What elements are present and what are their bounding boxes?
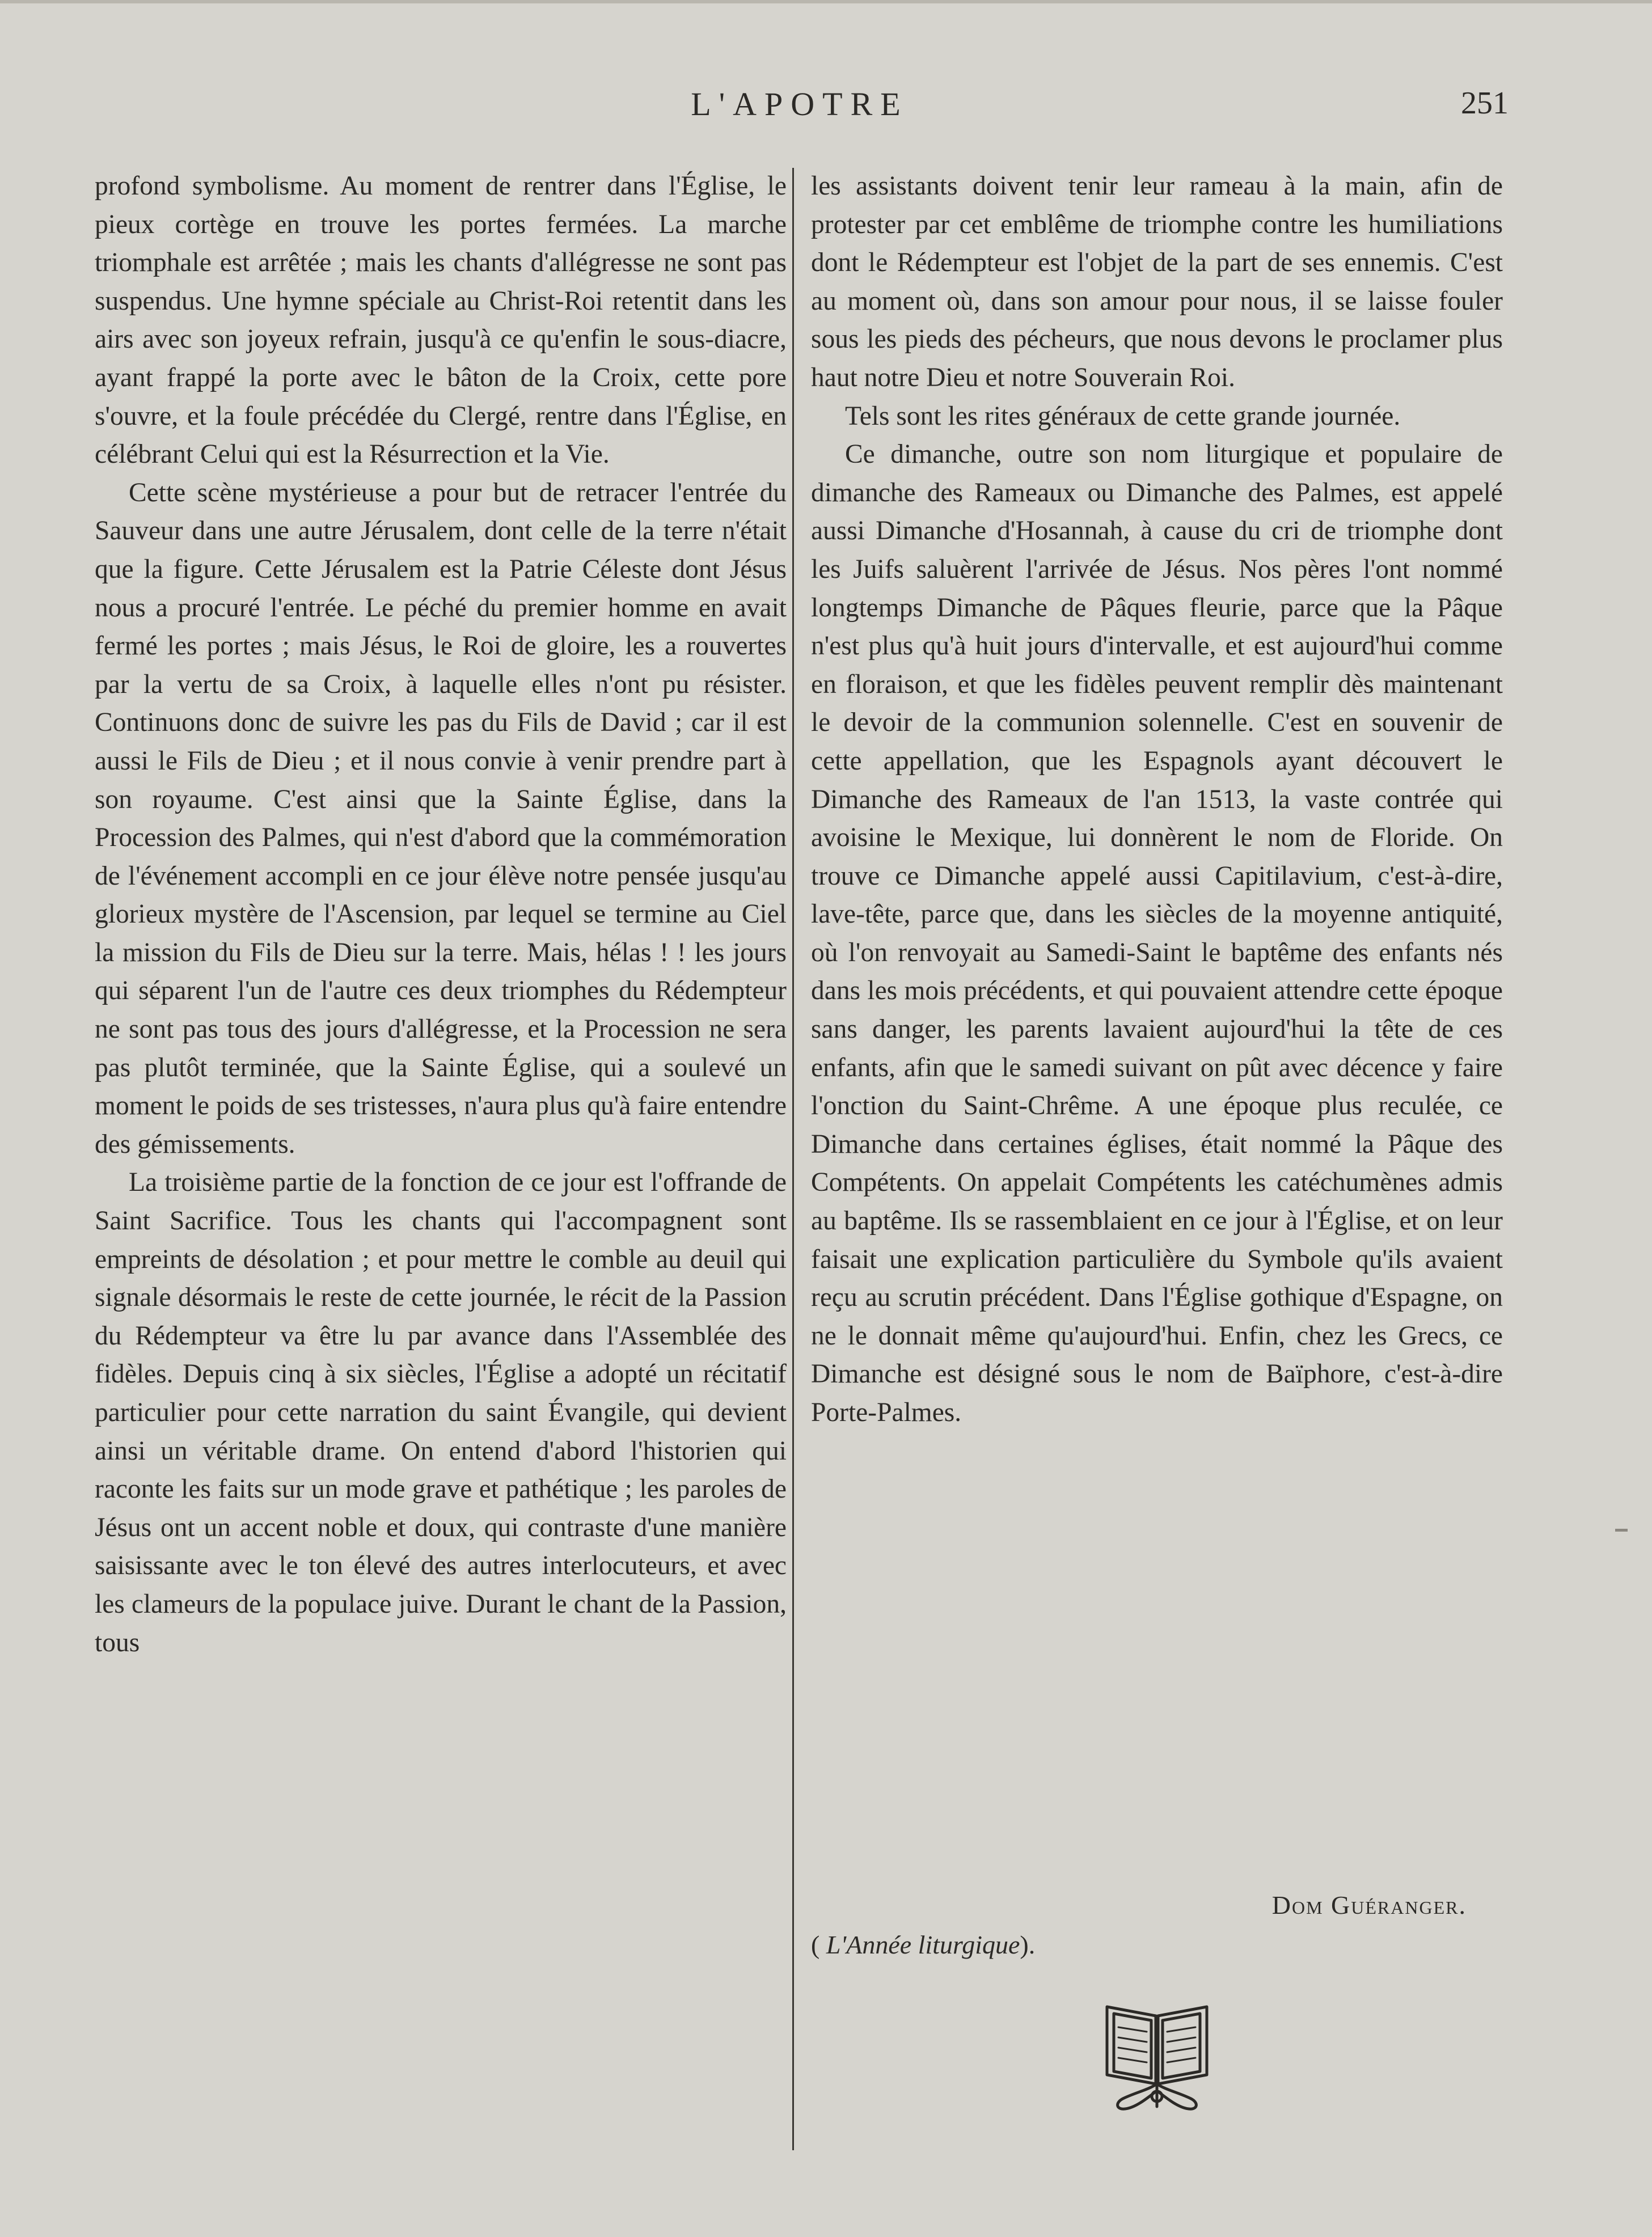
signature-block	[811, 1885, 1478, 1965]
page-header	[91, 85, 1509, 136]
column-divider	[792, 168, 794, 2150]
paragraph: Tels sont les rites généraux de cette grande journée.	[845, 401, 1401, 431]
right-column	[811, 167, 1503, 1432]
source-open: (	[811, 1930, 826, 1959]
paragraph: les assistants doivent tenir leur rameau à la main, afin de protester par cet emblême de triomphe contre les humiliations dont le Rédempteur est l'objet de la part de ses ennemis. C'est au moment où, dans son amour pour nous, il se laisse fouler sous les pieds des pécheurs, que nous devons le proclamer plus haut notre Dieu et notre Souverain Roi.	[811, 171, 1503, 392]
author-name: Dom Guéranger.	[1271, 1891, 1467, 1919]
paragraph: profond symbolisme. Au moment de rentrer dans l'Église, le pieux cortège en trouve les portes fermées. La marche triomphale est arrêtée ; mais les chants d'allégresse ne sont pas suspendus. Une hymne spéciale au Christ-Roi retentit dans les airs avec son joyeux refrain, jusqu'à ce qu'enfin le sous-diacre, ayant frappé la porte avec le bâton de la Croix, cette pore s'ouvre, et la foule précédée du Clergé, rentre dans l'Église, en célébrant Celui qui est la Résurrection et la Vie.	[95, 171, 787, 470]
margin-mark	[1615, 1529, 1628, 1532]
page-top-edge	[0, 0, 1652, 3]
left-column	[95, 167, 787, 1662]
running-title: L'APOTRE	[691, 86, 909, 122]
source-title: L'Année liturgique	[826, 1930, 1020, 1959]
source-citation	[811, 1925, 1478, 1965]
page-number: 251	[1461, 86, 1509, 121]
paragraph: Cette scène mystérieuse a pour but de retracer l'entrée du Sauveur dans une autre Jérusalem, dont celle de la terre n'était que la figure. Cette Jérusalem est la Patrie Céleste dont Jésus nous a procuré l'entrée. Le péché du premier homme en avait fermé les portes ; mais Jésus, le Roi de gloire, les a rouvertes par la vertu de sa Croix, à laquelle elles n'ont pu résister. Continuons donc de suivre les pas du Fils de David ; car il est aussi le Fils de Dieu ; et il nous convie à venir prendre part à son royaume. C'est ainsi que la Sainte Église, dans la Procession des Palmes, qui n'est d'abord que la commémoration de l'événement accompli en ce jour élève notre pensée jusqu'au glorieux mystère de l'Ascension, par lequel se termine au Ciel la mission du Fils de Dieu sur la terre. Mais, hélas ! ! les jours qui séparent l'un de l'autre ces deux triomphes du Rédempteur ne sont pas tous des jours d'allégresse, et la Procession ne sera pas plutôt terminée, que la Sainte Église, qui a soulevé un moment le poids de ses tristesses, n'aura plus qu'à faire entendre des gémissements.	[95, 477, 787, 1159]
paragraph: La troisième partie de la fonction de ce jour est l'offrande de Saint Sacrifice. Tous les chants qui l'accompagnent sont empreints de désolation ; et pour mettre le comble au deuil qui signale désormais le reste de cette journée, le récit de la Passion du Rédempteur va être lu par avance dans l'Assemblée des fidèles. Depuis cinq à six siècles, l'Église a adopté un récitatif particulier pour cette narration du saint Évangile, qui devient ainsi un véritable drame. On entend d'abord l'historien qui raconte les faits sur un mode grave et pathétique ; les paroles de Jésus ont un accent noble et doux, qui contraste d'une manière saisissante avec le ton élevé des autres interlocuteurs, et avec les clameurs de la populace juive. Durant le chant de la Passion, tous	[95, 1168, 787, 1657]
open-book-fleuron-icon	[1095, 1999, 1219, 2112]
paragraph: Ce dimanche, outre son nom liturgique et populaire de dimanche des Rameaux ou Dimanche des Palmes, est appelé aussi Dimanche d'Hosannah, à cause du cri de triomphe dont les Juifs saluèrent l'arrivée de Jésus. Nos pères l'ont nommé longtemps Dimanche de Pâques fleurie, parce que la Pâque n'est plus qu'à huit jours d'intervalle, et est aujourd'hui comme en floraison, et que les fidèles peuvent remplir dès maintenant le devoir de la communion solennelle. C'est en souvenir de cette appellation, que les Espagnols ayant découvert le Dimanche des Rameaux de l'an 1513, la vaste contrée qui avoisine le Mexique, lui donnèrent le nom de Floride. On trouve ce Dimanche appelé aussi Capitilavium, c'est-à-dire, lave-tête, parce que, dans les siècles de la moyenne antiquité, où l'on renvoyait au Samedi-Saint le baptême des enfants nés dans les mois précédents, et qui pouvaient attendre cette époque sans danger, les parents lavaient aujourd'hui la tête de ces enfants, afin que le samedi suivant on pût avec décence y faire l'onction du Saint-Chrême. A une époque plus reculée, ce Dimanche dans certaines églises, était nommé la Pâque des Compétents. On appelait Compétents les catéchumènes admis au baptême. Ils se rassemblaient en ce jour à l'Église, et on leur faisait une explication particulière du Symbole qu'ils avaient reçu au scrutin précédent. Dans l'Église gothique d'Espagne, on ne le donnait même qu'aujourd'hui. Enfin, chez les Grecs, ce Dimanche est désigné sous le nom de Baïphore, c'est-à-dire Porte-Palmes.	[811, 439, 1503, 1427]
source-close: ).	[1020, 1930, 1036, 1959]
